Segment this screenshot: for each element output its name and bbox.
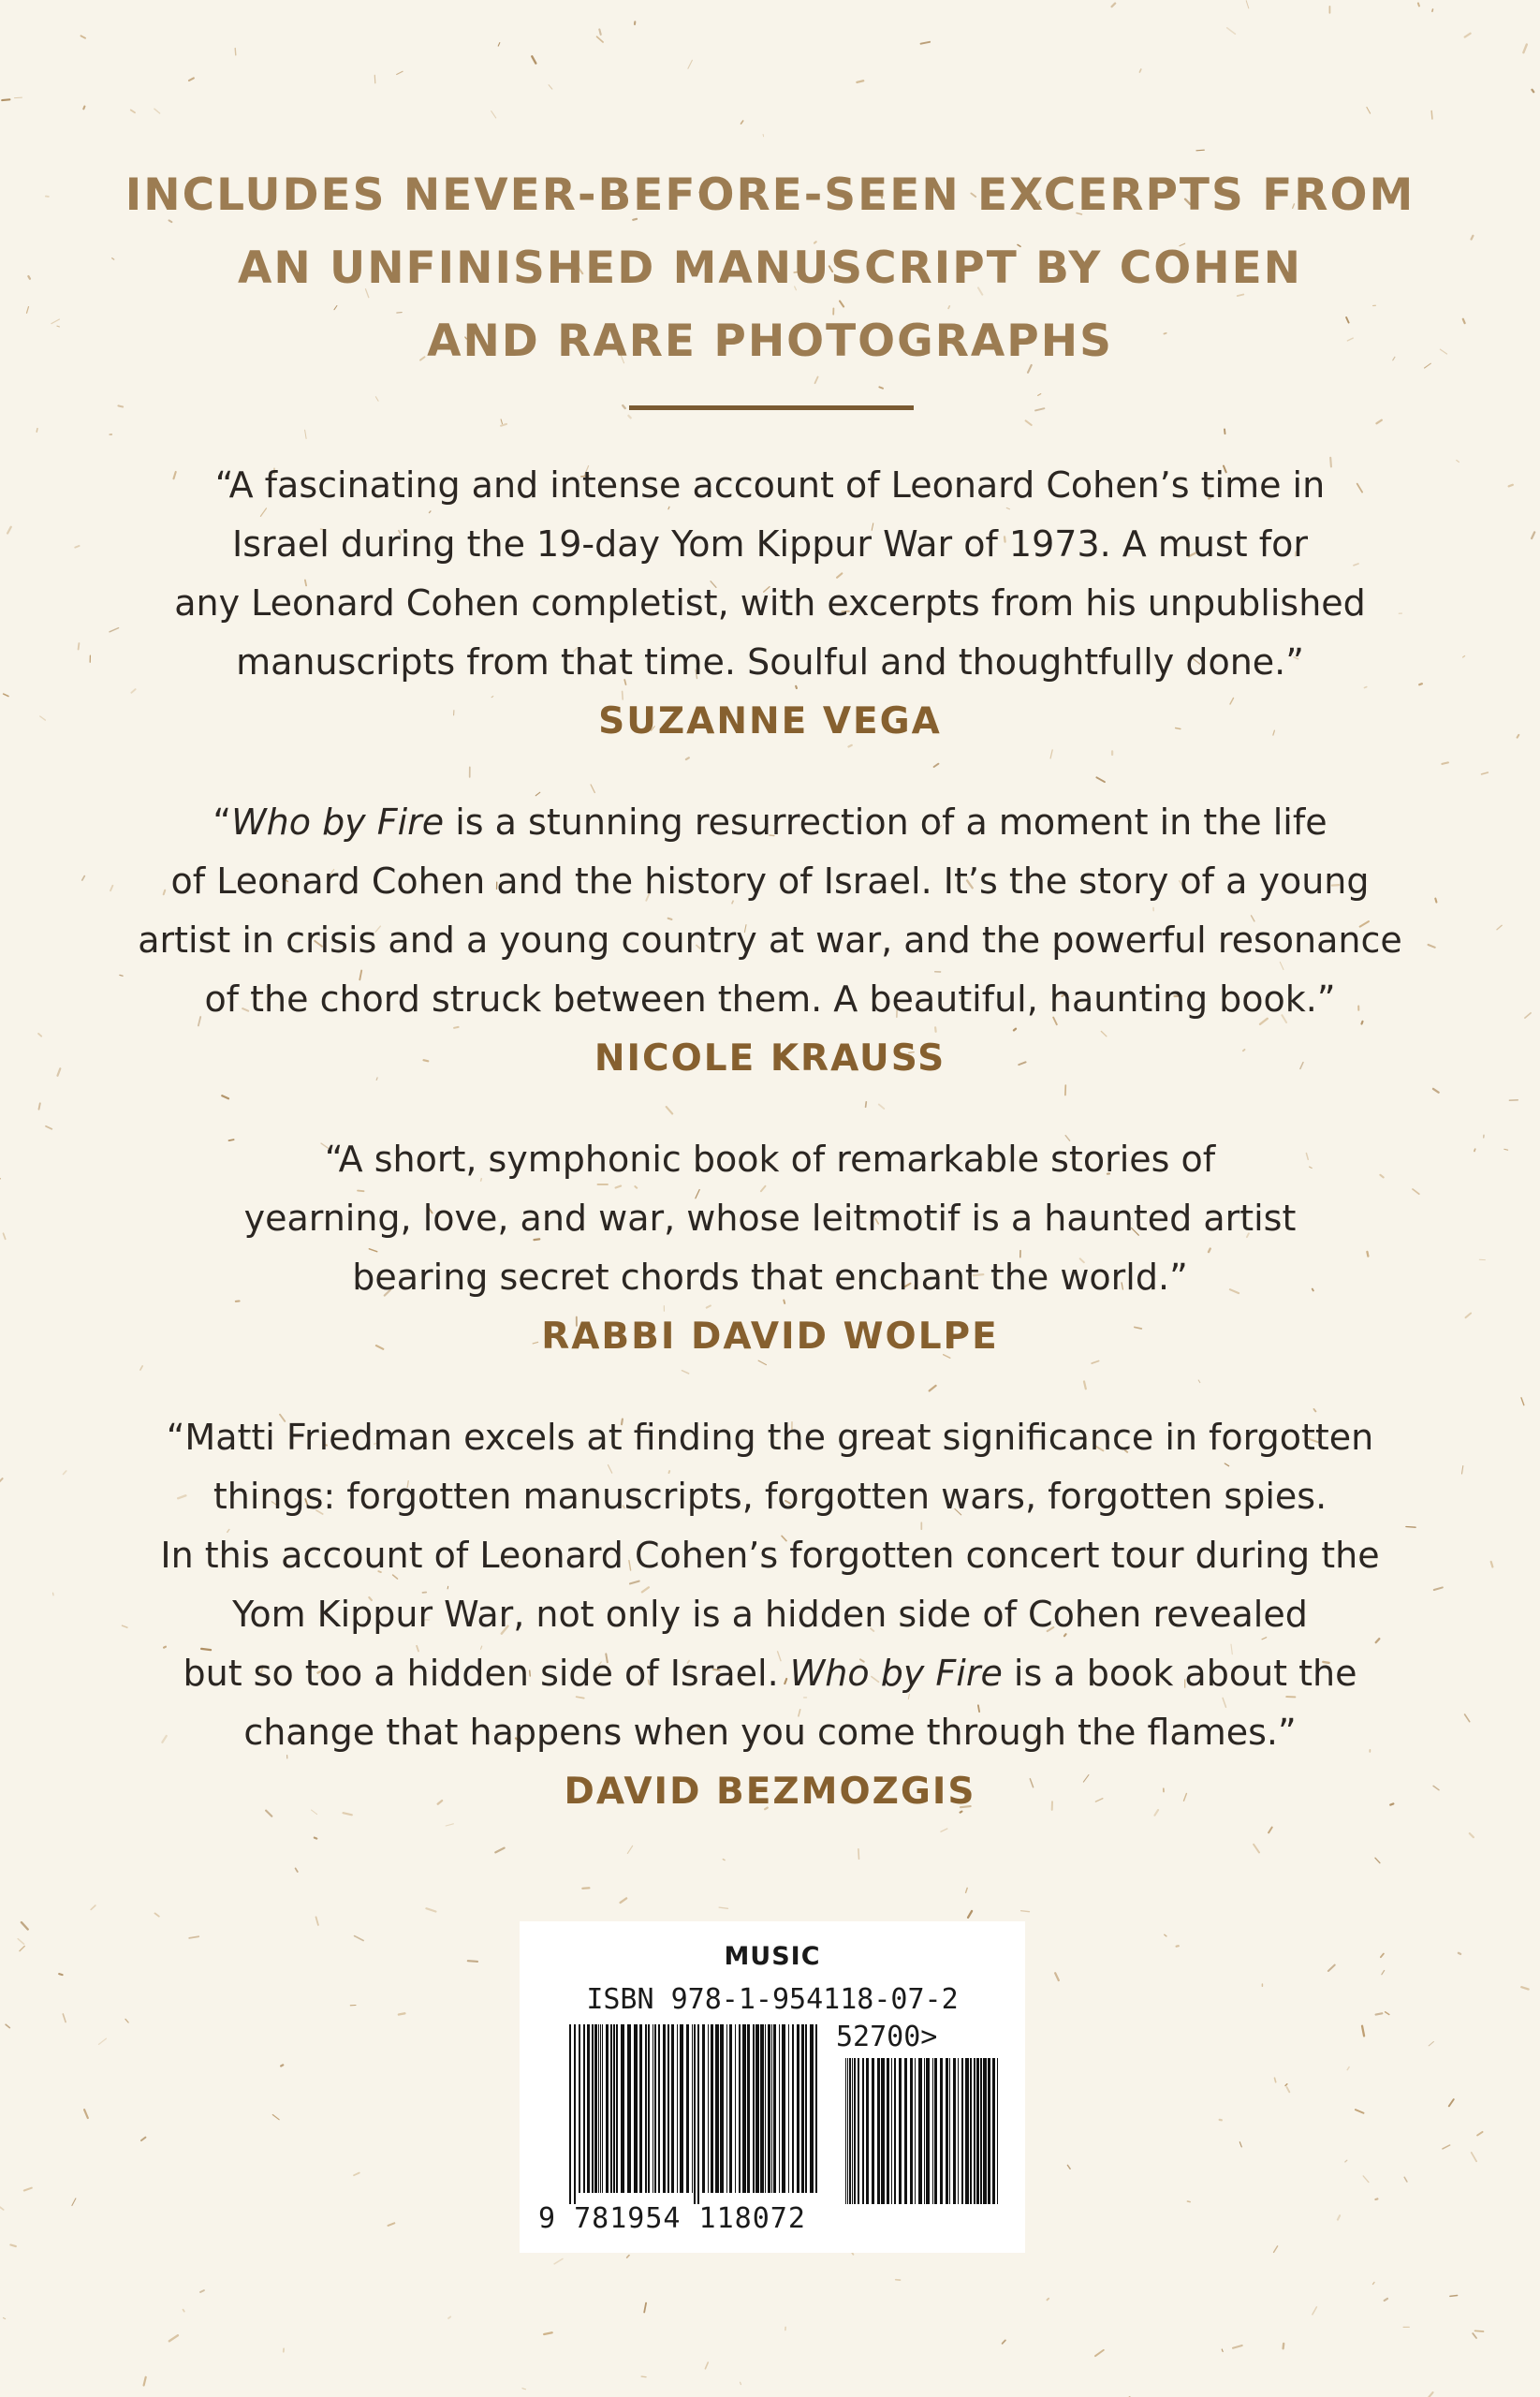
blurb-attribution: DAVID BEZMOZGIS xyxy=(564,1771,976,1813)
barcode-bar xyxy=(760,2024,764,2193)
barcode-bar xyxy=(983,2058,987,2204)
blurb-line-rest: is a stunning resurrection of a moment in the life xyxy=(444,801,1327,843)
barcode-panel xyxy=(520,1921,1025,2253)
blurb-line xyxy=(0,793,1540,852)
headline-line: AN UNFINISHED MANUSCRIPT BY COHEN xyxy=(237,243,1303,294)
barcode-bar xyxy=(569,2024,571,2204)
barcode-bar xyxy=(940,2058,943,2204)
divider-rule xyxy=(629,405,914,410)
barcode-bar xyxy=(904,2058,907,2204)
barcode-bar xyxy=(768,2024,770,2193)
blurb-line: artist in crisis and a young country at war, and the powerful resonance xyxy=(138,919,1402,961)
barcode-bar xyxy=(946,2058,948,2204)
blurb-line: “A fascinating and intense account of Leonard Cohen’s time in xyxy=(214,464,1326,506)
barcode-bar xyxy=(815,2024,817,2193)
barcode-bar xyxy=(610,2024,612,2193)
blurb-line: bearing secret chords that enchant the world.” xyxy=(352,1257,1188,1298)
barcode-bar xyxy=(592,2024,594,2193)
barcode-bar xyxy=(602,2024,603,2193)
barcode-bar xyxy=(755,2024,759,2193)
blurb-line: “Matti Friedman excels at finding the great significance in forgotten xyxy=(166,1417,1374,1458)
blurb-line: “A short, symphonic book of remarkable stories of xyxy=(324,1139,1216,1180)
blurb-line: things: forgotten manuscripts, forgotten wars, forgotten spies. xyxy=(213,1476,1327,1517)
blurb-line xyxy=(0,1644,1540,1703)
barcode-bar xyxy=(587,2024,590,2193)
barcode-bar xyxy=(810,2024,814,2193)
price-code: 52700> xyxy=(836,2021,938,2053)
blurb-line-rest: is a book about the xyxy=(1002,1653,1357,1694)
barcode-bar xyxy=(970,2058,972,2204)
barcode-bar xyxy=(645,2024,647,2193)
barcode-bar xyxy=(858,2058,859,2204)
barcode-bar xyxy=(866,2058,869,2204)
blurb-line: of the chord struck between them. A beautiful, haunting book.” xyxy=(204,978,1336,1020)
barcode-bar xyxy=(739,2024,741,2193)
barcode-bar xyxy=(877,2058,880,2204)
barcode-bar xyxy=(934,2058,937,2204)
barcode-bar xyxy=(729,2024,732,2193)
barcode-bar xyxy=(606,2024,609,2193)
barcode-bar xyxy=(894,2058,896,2204)
blurb-line: Yom Kippur War, not only is a hidden side of Cohen revealed xyxy=(232,1594,1308,1635)
barcode-bar xyxy=(753,2024,755,2193)
barcode-bar xyxy=(579,2024,580,2193)
barcode-bar xyxy=(627,2024,631,2193)
barcode-bar xyxy=(702,2024,705,2193)
headline-line: INCLUDES NEVER-BEFORE-SEEN EXCERPTS FROM xyxy=(125,169,1415,221)
barcode-bar xyxy=(965,2058,969,2204)
barcode-bar xyxy=(915,2058,916,2204)
blurb-line: In this account of Leonard Cohen’s forgotten concert tour during the xyxy=(160,1535,1380,1576)
blurb-line: of Leonard Cohen and the history of Israel. It’s the story of a young xyxy=(170,860,1370,902)
barcode-bar xyxy=(887,2058,889,2204)
barcode-bar xyxy=(747,2024,750,2193)
barcode-bar xyxy=(997,2058,998,2204)
barcode-bar xyxy=(801,2024,804,2193)
barcode-bar xyxy=(616,2024,618,2193)
barcode-bar xyxy=(924,2058,925,2204)
barcode-bar xyxy=(953,2058,956,2204)
barcode-bar xyxy=(594,2024,597,2193)
barcode-bar xyxy=(926,2058,930,2204)
barcode-bar xyxy=(583,2024,585,2193)
barcode-bar xyxy=(918,2058,922,2204)
barcode-bar xyxy=(694,2024,696,2204)
barcode-bar xyxy=(881,2058,885,2204)
barcode-bar xyxy=(992,2058,995,2204)
barcode-bar xyxy=(988,2058,990,2204)
barcode-bar xyxy=(663,2024,666,2193)
barcode-bar xyxy=(598,2024,599,2193)
barcode-bar xyxy=(574,2024,576,2204)
barcode-bar xyxy=(958,2058,959,2204)
blurb-line: manuscripts from that time. Soulful and thoughtfully done.” xyxy=(236,641,1304,683)
barcode-bar xyxy=(654,2024,656,2193)
barcode-bar xyxy=(782,2024,785,2193)
barcode-bar xyxy=(677,2024,678,2193)
blurb-line: change that happens when you come through the flames.” xyxy=(243,1712,1297,1753)
barcode-bar xyxy=(708,2024,709,2193)
headline-line: AND RARE PHOTOGRAPHS xyxy=(427,316,1113,367)
barcode-bar xyxy=(899,2058,902,2204)
barcode-bar xyxy=(773,2024,776,2193)
blurb-rabbi-david-wolpe xyxy=(0,1130,1540,1366)
barcode-bar xyxy=(845,2058,846,2204)
barcode-bar xyxy=(621,2024,624,2193)
barcode-bar xyxy=(771,2024,772,2193)
barcode-bar xyxy=(961,2058,963,2204)
barcode-bar xyxy=(788,2024,789,2193)
barcode-bar xyxy=(980,2058,982,2204)
barcode-bar xyxy=(854,2058,856,2204)
ean-barcode xyxy=(569,2024,822,2204)
barcode-bar xyxy=(600,2024,601,2193)
barcode-bar xyxy=(910,2058,913,2204)
book-title: Who by Fire xyxy=(231,801,445,843)
blurb-nicole-krauss xyxy=(0,793,1540,1088)
blurb-attribution: SUZANNE VEGA xyxy=(598,700,942,743)
barcode-bar xyxy=(726,2024,727,2193)
barcode-bar xyxy=(735,2024,736,2193)
barcode-bar xyxy=(862,2058,864,2204)
barcode-bar xyxy=(891,2058,892,2204)
barcode-bar xyxy=(711,2024,713,2193)
open-quote: “ xyxy=(213,801,232,843)
barcode-bar xyxy=(671,2024,674,2193)
barcode-bar xyxy=(692,2024,693,2193)
barcode-bar xyxy=(932,2058,933,2204)
blurb-david-bezmozgis xyxy=(0,1408,1540,1821)
cover-headline xyxy=(0,159,1540,378)
barcode-bar xyxy=(792,2024,794,2193)
barcode-bar xyxy=(805,2024,807,2193)
barcode-bar xyxy=(634,2024,638,2193)
blurb-line: any Leonard Cohen completist, with excerpts from his unpublished xyxy=(174,582,1366,624)
barcode-bar xyxy=(949,2058,950,2204)
barcode-bar xyxy=(976,2058,979,2204)
barcode-bar xyxy=(697,2024,699,2204)
barcode-bar xyxy=(797,2024,799,2193)
barcode-bar xyxy=(742,2024,746,2193)
book-title: Who by Fire xyxy=(789,1653,1003,1694)
barcode-bar xyxy=(852,2058,853,2204)
barcode-bar xyxy=(658,2024,660,2193)
barcode-bar xyxy=(847,2058,848,2204)
barcode-bar xyxy=(715,2024,719,2193)
barcode-bar xyxy=(667,2024,669,2193)
barcode-bar xyxy=(613,2024,615,2193)
book-category: MUSIC xyxy=(724,1942,821,1971)
blurb-suzanne-vega xyxy=(0,456,1540,751)
barcode-bar xyxy=(686,2024,689,2193)
barcode-bar xyxy=(974,2058,975,2204)
barcode-bar xyxy=(648,2024,650,2193)
blurb-line: yearning, love, and war, whose leitmotif is a haunted artist xyxy=(243,1198,1297,1239)
barcode-digits: 9 781954 118072 xyxy=(538,2202,806,2235)
isbn-text: ISBN 978-1-954118-07-2 xyxy=(586,1983,959,2016)
barcode-bar xyxy=(849,2058,851,2204)
barcode-bar xyxy=(680,2024,683,2193)
blurb-attribution: RABBI DAVID WOLPE xyxy=(541,1316,999,1358)
barcode-bar xyxy=(639,2024,642,2193)
price-addon-barcode xyxy=(845,2058,1001,2204)
barcode-bar xyxy=(779,2024,780,2193)
barcode-bar xyxy=(872,2058,874,2204)
blurb-attribution: NICOLE KRAUSS xyxy=(594,1037,946,1080)
barcode-bar xyxy=(765,2024,766,2193)
blurb-line-pre: but so too a hidden side of Israel. xyxy=(183,1653,790,1694)
blurb-line: Israel during the 19-day Yom Kippur War of 1973. A must for xyxy=(232,523,1308,565)
barcode-bar xyxy=(720,2024,724,2193)
